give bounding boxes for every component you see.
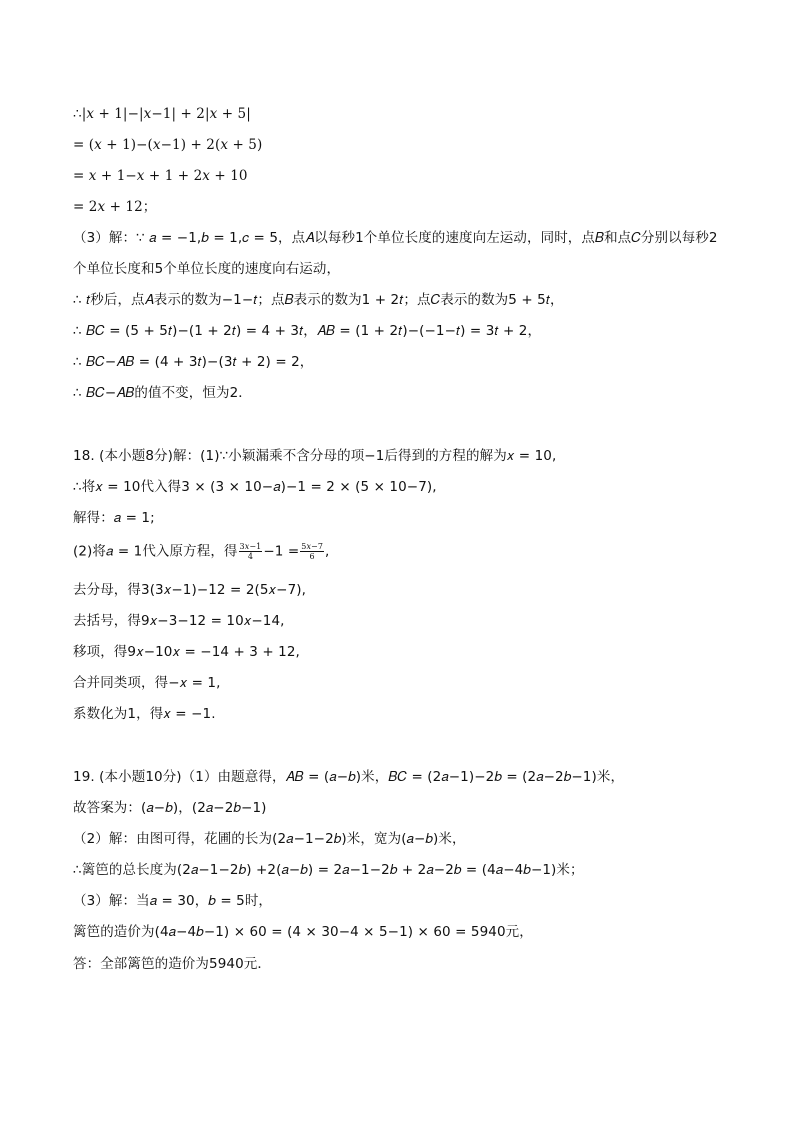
text-line: 去分母，得3(3𝑥−1)−12 = 2(5𝑥−7), [73,582,307,598]
equation-suffix: , [325,543,330,560]
fraction-denominator: 6 [309,552,315,561]
text-line: ∴ 𝐵𝐶−𝐴𝐵的值不变，恒为2． [73,385,252,401]
text-line: 去括号，得9𝑥−3−12 = 10𝑥−14, [73,613,285,629]
text-line: ∴篱笆的总长度为(2𝑎−1−2𝑏) +2(𝑎−𝑏) = 2𝑎−1−2𝑏 + 2𝑎−2𝑏 = (4𝑎−4𝑏−1)米； [73,862,584,878]
fraction-numerator: 3𝑥−1 [239,542,262,551]
equation-with-fractions [73,542,329,561]
text-line: （3）解：∵ 𝑎 = −1,𝑏 = 1,𝑐 = 5，点𝐴以每秒1个单位长度的速度向左运动，同时，点𝐵和点𝐶分别以每秒2 [73,230,718,246]
text-line: ∴ 𝐵𝐶−𝐴𝐵 = (4 + 3𝑡)−(3𝑡 + 2) = 2， [73,354,314,370]
text-line: 解得：𝑎 = 1; [73,510,155,526]
text-line: ∴|𝑥 + 1|−|𝑥−1| + 2|𝑥 + 5| [73,106,251,122]
text-line: 合并同类项，得−𝑥 = 1, [73,675,221,691]
text-line: 答：全部篱笆的造价为5940元． [73,956,271,972]
text-line: 篱笆的造价为(4𝑎−4𝑏−1) × 60 = (4 × 30−4 × 5−1) × 60 = 5940元， [73,924,533,940]
question-18-heading: 18. (本小题8分)解：(1)∵小颖漏乘不含分母的项−1后得到的方程的解为𝑥 = 10, [73,448,557,464]
question-19-heading: 19. (本小题10分)（1）由题意得，𝐴𝐵 = (𝑎−𝑏)米，𝐵𝐶 = (2𝑎−1)−2𝑏 = (2𝑎−2𝑏−1)米， [73,769,625,785]
text-line: = 𝑥 + 1−𝑥 + 1 + 2𝑥 + 10 [73,168,248,184]
fraction [239,542,263,561]
text-line: 个单位长度和5个单位长度的速度向右运动， [73,261,341,277]
text-line: 系数化为1，得𝑥 = −1. [73,706,216,722]
text-line: （3）解：当𝑎 = 30，𝑏 = 5时， [73,893,273,909]
text-line: = (𝑥 + 1)−(𝑥−1) + 2(𝑥 + 5) [73,137,263,153]
text-line: ∴ 𝑡秒后，点𝐴表示的数为−1−𝑡；点𝐵表示的数为1 + 2𝑡；点𝐶表示的数为5 + 5𝑡， [73,292,564,308]
text-line: = 2𝑥 + 12； [73,199,157,215]
fraction-numerator: 5𝑥−7 [301,542,324,551]
text-line: 故答案为：(𝑎−𝑏)，(2𝑎−2𝑏−1) [73,800,267,816]
text-line: ∴ 𝐵𝐶 = (5 + 5𝑡)−(1 + 2𝑡) = 4 + 3𝑡，𝐴𝐵 = (1 + 2𝑡)−(−1−𝑡) = 3𝑡 + 2， [73,323,542,339]
text-line: ∴将𝑥 = 10代入得3 × (3 × 10−𝑎)−1 = 2 × (5 × 10−7), [73,479,437,495]
text-line: （2）解：由图可得，花圃的长为(2𝑎−1−2𝑏)米，宽为(𝑎−𝑏)米， [73,831,466,847]
text-line: 移项，得9𝑥−10𝑥 = −14 + 3 + 12, [73,644,300,660]
equation-middle: −1 = [263,543,300,560]
fraction-denominator: 4 [247,552,254,561]
equation-prefix: (2)将𝑎 = 1代入原方程，得 [73,543,238,560]
fraction [300,542,324,561]
